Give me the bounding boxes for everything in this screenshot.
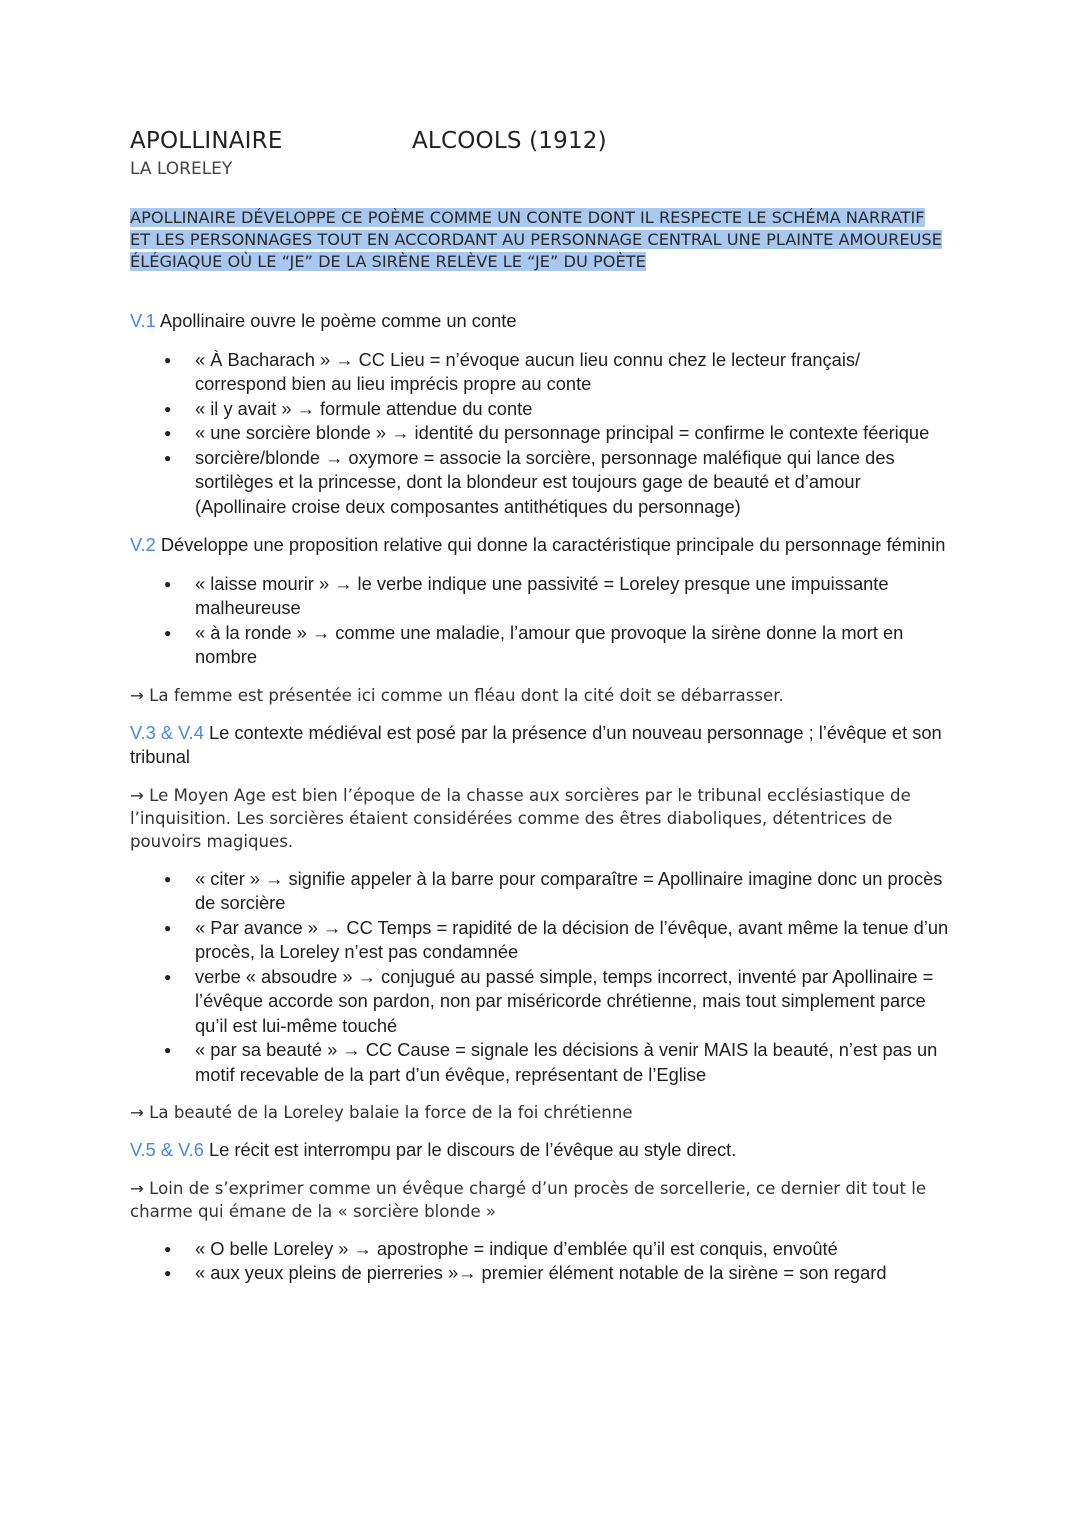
list-item: ● « À Bacharach » → CC Lieu = n’évoque aucun lieu connu chez le lecteur français/ correspond bien au lieu imprécis propre au conte <box>195 348 950 397</box>
list-item: ● « laisse mourir » → le verbe indique une passivité = Loreley presque une impuissante malheureuse <box>195 572 950 621</box>
verse-tag: V.3 & V.4 <box>130 721 204 743</box>
list-item: ● « une sorcière blonde » → identité du personnage principal = confirme le contexte féerique <box>195 421 950 446</box>
bullet-list-v5-v6 <box>130 1237 950 1286</box>
analysis-body <box>130 309 950 1300</box>
list-item: ● « par sa beauté » → CC Cause = signale les décisions à venir MAIS la beauté, n’est pas un motif recevable de la part d’un évêque, représentant de l’Eglise <box>195 1038 950 1087</box>
thesis-text: APOLLINAIRE DÉVELOPPE CE POÈME COMME UN CONTE DONT IL RESPECTE LE SCHÉMA NARRATIF ET LES PERSONNAGES TOUT EN ACCORDANT AU PERSONNAGE CENTRAL UNE PLAINTE AMOUREUSE ÉLÉGIAQUE OÙ LE “JE” DE LA SIRÈNE RELÈVE LE “JE” DU POÈTE <box>130 208 942 271</box>
section-text: Apollinaire ouvre le poème comme un conte <box>155 310 517 331</box>
document-header <box>130 128 607 154</box>
list-item: ● « il y avait » → formule attendue du conte <box>195 397 950 422</box>
list-item: ● « citer » → signifie appeler à la barre pour comparaître = Apollinaire imagine donc un procès de sorcière <box>195 867 950 916</box>
list-item: ● verbe « absoudre » → conjugué au passé simple, temps incorrect, inventé par Apollinaire = l’évêque accorde son pardon, non par miséricorde chrétienne, mais tout simplement parce qu’il est lui-même touché <box>195 965 950 1039</box>
verse-tag: V.1 <box>130 310 156 331</box>
poem-subtitle: LA LORELEY <box>130 159 233 179</box>
list-item: ● sorcière/blonde → oxymore = associe la sorcière, personnage maléfique qui lance des sortilèges et la princesse, dont la blondeur est toujours gage de beauté et d’amour (Apollinaire croise deux composantes antithétiques du personnage) <box>195 446 950 520</box>
list-item: ● « à la ronde » → comme une maladie, l’amour que provoque la sirène donne la mort en nombre <box>195 621 950 670</box>
list-item: ● « aux yeux pleins de pierreries »→ premier élément notable de la sirène = son regard <box>195 1261 950 1286</box>
bullet-list-v1 <box>130 348 950 520</box>
context-note: → Loin de s’exprimer comme un évêque chargé d’un procès de sorcellerie, ce dernier dit tout le charme qui émane de la « sorcière blonde » <box>130 1178 927 1221</box>
section-text: Le récit est interrompu par le discours de l’évêque au style direct. <box>203 1139 737 1160</box>
conclusion-note: → La beauté de la Loreley balaie la force de la foi chrétienne <box>130 1103 633 1122</box>
list-item: ● « O belle Loreley » → apostrophe = indique d’emblée qu’il est conquis, envoûté <box>195 1237 950 1262</box>
verse-tag: V.5 & V.6 <box>130 1139 204 1160</box>
list-item: ● « Par avance » → CC Temps = rapidité de la décision de l’évêque, avant même la tenue d’un procès, la Loreley n’est pas condamnée <box>195 916 950 965</box>
thesis-highlight <box>130 207 945 273</box>
section-heading-v1 <box>130 309 950 334</box>
conclusion-note: → La femme est présentée ici comme un fléau dont la cité doit se débarrasser. <box>130 685 784 705</box>
work-title: ALCOOLS (1912) <box>412 128 607 154</box>
section-heading-v5-v6 <box>130 1138 950 1163</box>
verse-tag: V.2 <box>130 534 156 555</box>
section-heading-v3-v4 <box>130 721 950 770</box>
bullet-list-v2 <box>130 572 950 670</box>
author-title: APOLLINAIRE <box>130 128 283 154</box>
section-text: Développe une proposition relative qui donne la caractéristique principale du personnage féminin <box>155 534 946 555</box>
bullet-list-v3-v4 <box>130 867 950 1088</box>
section-text: Le contexte médiéval est posé par la présence d’un nouveau personnage ; l’évêque et son tribunal <box>130 721 942 767</box>
context-note: → Le Moyen Age est bien l’époque de la chasse aux sorcières par le tribunal ecclésiastique de l’inquisition. Les sorcières étaient considérées comme des êtres diaboliques, détentrices de pouvoirs magiques. <box>130 785 911 851</box>
section-heading-v2 <box>130 533 950 558</box>
